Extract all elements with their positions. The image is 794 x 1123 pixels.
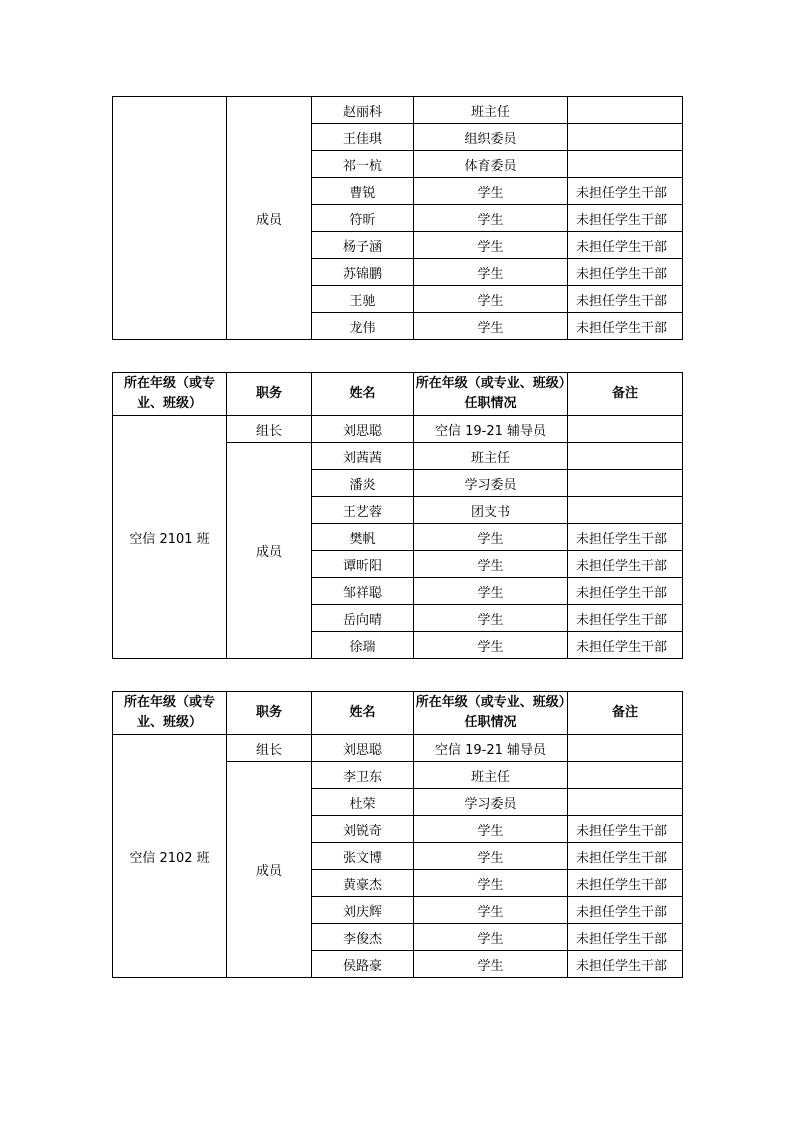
- name-cell: 苏锦鹏: [312, 259, 414, 286]
- header-grade: 所在年级（或专业、班级）: [113, 373, 227, 416]
- role-cell: 学习委员: [414, 789, 568, 816]
- table-body: [113, 373, 683, 659]
- member-position-cell: 成员: [227, 762, 312, 978]
- name-cell: 刘思聪: [312, 416, 414, 443]
- member-position-cell: 成员: [227, 443, 312, 659]
- role-cell: 班主任: [414, 97, 568, 124]
- note-cell: 未担任学生干部: [568, 578, 683, 605]
- note-cell: 未担任学生干部: [568, 897, 683, 924]
- header-name: 姓名: [312, 373, 414, 416]
- note-cell: [568, 124, 683, 151]
- role-cell: 团支书: [414, 497, 568, 524]
- name-cell: 潘炎: [312, 470, 414, 497]
- note-cell: 未担任学生干部: [568, 232, 683, 259]
- name-cell: 张文博: [312, 843, 414, 870]
- name-cell: 侯路豪: [312, 951, 414, 978]
- header-row: [113, 373, 683, 416]
- leader-position-cell: 组长: [227, 416, 312, 443]
- role-cell: 空信 19-21 辅导员: [414, 416, 568, 443]
- note-cell: [568, 151, 683, 178]
- role-cell: 学生: [414, 178, 568, 205]
- name-cell: 刘思聪: [312, 735, 414, 762]
- role-cell: 组织委员: [414, 124, 568, 151]
- name-cell: 王佳琪: [312, 124, 414, 151]
- role-cell: 学生: [414, 951, 568, 978]
- name-cell: 符昕: [312, 205, 414, 232]
- header-name: 姓名: [312, 692, 414, 735]
- name-cell: 赵丽科: [312, 97, 414, 124]
- table-body: [113, 692, 683, 978]
- class-name-cell: [113, 97, 227, 340]
- note-cell: [568, 416, 683, 443]
- role-cell: 学生: [414, 551, 568, 578]
- role-cell: 学生: [414, 259, 568, 286]
- name-cell: 杜荣: [312, 789, 414, 816]
- role-cell: 班主任: [414, 762, 568, 789]
- note-cell: [568, 443, 683, 470]
- name-cell: 黄豪杰: [312, 870, 414, 897]
- name-cell: 岳向晴: [312, 605, 414, 632]
- note-cell: 未担任学生干部: [568, 843, 683, 870]
- name-cell: 李卫东: [312, 762, 414, 789]
- class-name-cell: 空信 2102 班: [113, 735, 227, 978]
- role-cell: 学生: [414, 286, 568, 313]
- note-cell: 未担任学生干部: [568, 951, 683, 978]
- roster-table-2102: [112, 691, 683, 978]
- note-cell: 未担任学生干部: [568, 313, 683, 340]
- role-cell: 学生: [414, 816, 568, 843]
- role-cell: 学生: [414, 870, 568, 897]
- role-cell: 学生: [414, 578, 568, 605]
- role-cell: 学生: [414, 843, 568, 870]
- name-cell: 谭昕阳: [312, 551, 414, 578]
- name-cell: 王驰: [312, 286, 414, 313]
- leader-position-cell: 组长: [227, 735, 312, 762]
- role-cell: 学习委员: [414, 470, 568, 497]
- name-cell: 樊帆: [312, 524, 414, 551]
- note-cell: 未担任学生干部: [568, 632, 683, 659]
- role-cell: 学生: [414, 632, 568, 659]
- table-row: [113, 416, 683, 443]
- note-cell: 未担任学生干部: [568, 205, 683, 232]
- name-cell: 刘锐奇: [312, 816, 414, 843]
- header-position: 职务: [227, 373, 312, 416]
- role-cell: 班主任: [414, 443, 568, 470]
- header-note: 备注: [568, 373, 683, 416]
- header-grade: 所在年级（或专业、班级）: [113, 692, 227, 735]
- name-cell: 祁一杭: [312, 151, 414, 178]
- note-cell: 未担任学生干部: [568, 524, 683, 551]
- table-body: [113, 97, 683, 340]
- role-cell: 体育委员: [414, 151, 568, 178]
- role-cell: 学生: [414, 313, 568, 340]
- role-cell: 学生: [414, 524, 568, 551]
- note-cell: 未担任学生干部: [568, 924, 683, 951]
- role-cell: 学生: [414, 232, 568, 259]
- header-role: 所在年级（或专业、班级）任职情况: [414, 373, 568, 416]
- role-cell: 学生: [414, 924, 568, 951]
- header-role: 所在年级（或专业、班级）任职情况: [414, 692, 568, 735]
- role-cell: 学生: [414, 897, 568, 924]
- table-row: [113, 97, 683, 124]
- name-cell: 龙伟: [312, 313, 414, 340]
- header-row: [113, 692, 683, 735]
- note-cell: [568, 470, 683, 497]
- note-cell: [568, 789, 683, 816]
- note-cell: [568, 762, 683, 789]
- note-cell: 未担任学生干部: [568, 178, 683, 205]
- note-cell: [568, 735, 683, 762]
- note-cell: 未担任学生干部: [568, 286, 683, 313]
- note-cell: 未担任学生干部: [568, 551, 683, 578]
- name-cell: 刘茜茜: [312, 443, 414, 470]
- roster-table-2101: [112, 372, 683, 659]
- name-cell: 徐瑞: [312, 632, 414, 659]
- name-cell: 曹锐: [312, 178, 414, 205]
- table-row: [113, 735, 683, 762]
- name-cell: 李俊杰: [312, 924, 414, 951]
- member-position-cell: 成员: [227, 97, 312, 340]
- name-cell: 刘庆辉: [312, 897, 414, 924]
- name-cell: 杨子涵: [312, 232, 414, 259]
- note-cell: [568, 497, 683, 524]
- role-cell: 学生: [414, 205, 568, 232]
- role-cell: 空信 19-21 辅导员: [414, 735, 568, 762]
- class-name-cell: 空信 2101 班: [113, 416, 227, 659]
- roster-table-continued: [112, 96, 683, 340]
- name-cell: 邹祥聪: [312, 578, 414, 605]
- note-cell: [568, 97, 683, 124]
- note-cell: 未担任学生干部: [568, 816, 683, 843]
- note-cell: 未担任学生干部: [568, 259, 683, 286]
- note-cell: 未担任学生干部: [568, 870, 683, 897]
- note-cell: 未担任学生干部: [568, 605, 683, 632]
- role-cell: 学生: [414, 605, 568, 632]
- header-position: 职务: [227, 692, 312, 735]
- header-note: 备注: [568, 692, 683, 735]
- name-cell: 王艺蓉: [312, 497, 414, 524]
